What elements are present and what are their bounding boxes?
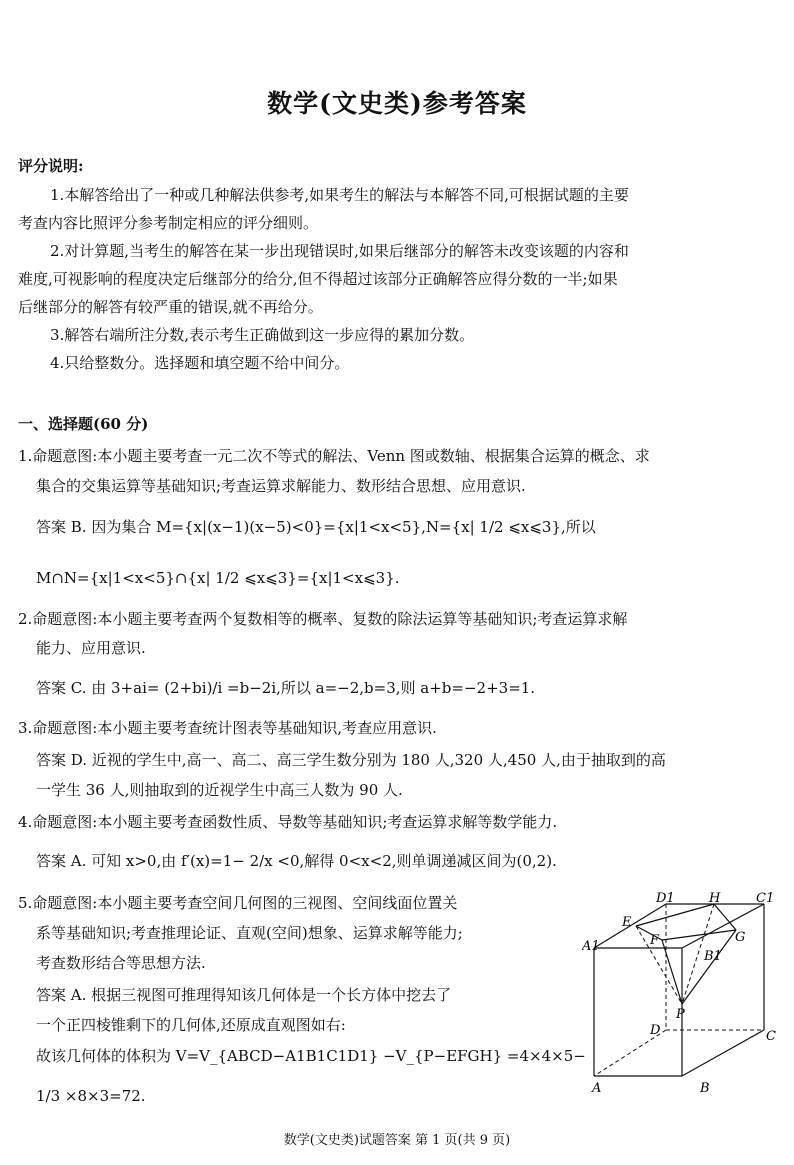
question-line: 5.命题意图:本小题主要考查空间几何图的三视图、空间线面位置关: [18, 894, 458, 912]
label-c1: C1: [756, 891, 775, 906]
label-p: P: [676, 1007, 685, 1022]
label-a: A: [592, 1081, 602, 1096]
grading-line: 1.本解答给出了一种或几种解法供参考,如果考生的解法与本解答不同,可根据试题的主要: [50, 186, 629, 204]
answer-line: 故该几何体的体积为 V=V_{ABCD−A1B1C1D1} −V_{P−EFGH} =4×4×5−: [36, 1047, 586, 1065]
label-b: B: [700, 1081, 710, 1096]
answer-line: 1/3 ×8×3=72.: [36, 1087, 146, 1105]
answer-line: 一个正四棱锥剩下的几何体,还原成直观图如右:: [36, 1016, 346, 1034]
label-e: E: [622, 915, 632, 930]
question-line: 考查数形结合等思想方法.: [36, 954, 206, 972]
cuboid-pyramid-figure: [582, 888, 782, 1118]
grading-line: 考查内容比照评分参考制定相应的评分细则。: [18, 214, 319, 232]
section-heading: 一、选择题(60 分): [18, 415, 149, 433]
label-c: C: [766, 1029, 776, 1044]
grading-line: 难度,可视影响的程度决定后继部分的给分,但不得超过该部分正确解答应得分数的一半;如果: [18, 270, 618, 288]
question-line: 2.命题意图:本小题主要考查两个复数相等的概率、复数的除法运算等基础知识;考查运算求解: [18, 610, 628, 628]
label-f: F: [650, 933, 660, 948]
page-title: 数学(文史类)参考答案: [267, 89, 527, 118]
answer-line: M∩N={x|1<x<5}∩{x| 1/2 ⩽x⩽3}={x|1<x⩽3}.: [36, 569, 400, 587]
answer-line: 答案 D. 近视的学生中,高一、高二、高三学生数分别为 180 人,320 人,450 人,由于抽取到的高: [36, 751, 666, 769]
answer-line: 答案 A. 可知 x>0,由 f′(x)=1− 2/x <0,解得 0<x<2,则单调递减区间为(0,2).: [36, 852, 557, 870]
label-h: H: [709, 891, 721, 906]
grading-heading: 评分说明:: [18, 157, 84, 175]
answer-line: 答案 C. 由 3+ai= (2+bi)/i =b−2i,所以 a=−2,b=3,则 a+b=−2+3=1.: [36, 679, 536, 697]
answer-line: 一学生 36 人,则抽取到的近视学生中高三人数为 90 人.: [36, 781, 403, 799]
question-line: 集合的交集运算等基础知识;考查运算求解能力、数形结合思想、应用意识.: [36, 477, 526, 495]
grading-line: 4.只给整数分。选择题和填空题不给中间分。: [50, 354, 350, 372]
grading-line: 后继部分的解答有较严重的错误,就不再给分。: [18, 298, 323, 316]
question-line: 系等基础知识;考查推理论证、直观(空间)想象、运算求解等能力;: [36, 924, 463, 942]
answer-line: 答案 A. 根据三视图可推理得知该几何体是一个长方体中挖去了: [36, 986, 452, 1004]
question-line: 1.命题意图:本小题主要考查一元二次不等式的解法、Venn 图或数轴、根据集合运算的概念、求: [18, 447, 650, 465]
answer-line: 答案 B. 因为集合 M={x|(x−1)(x−5)<0}={x|1<x<5},N={x| 1/2 ⩽x⩽3},所以: [36, 518, 596, 536]
question-line: 能力、应用意识.: [36, 639, 146, 657]
label-d1: D1: [656, 891, 675, 906]
question-line: 3.命题意图:本小题主要考查统计图表等基础知识,考查应用意识.: [18, 719, 437, 737]
question-line: 4.命题意图:本小题主要考查函数性质、导数等基础知识;考查运算求解等数学能力.: [18, 813, 558, 831]
label-d: D: [650, 1023, 661, 1038]
grading-line: 3.解答右端所注分数,表示考生正确做到这一步应得的累加分数。: [50, 326, 475, 344]
label-g: G: [735, 930, 746, 945]
grading-line: 2.对计算题,当考生的解答在某一步出现错误时,如果后继部分的解答未改变该题的内容和: [50, 242, 629, 260]
page-footer: 数学(文史类)试题答案 第 1 页(共 9 页): [283, 1133, 511, 1148]
label-a1: A1: [582, 939, 600, 954]
label-b1: B1: [704, 949, 722, 964]
